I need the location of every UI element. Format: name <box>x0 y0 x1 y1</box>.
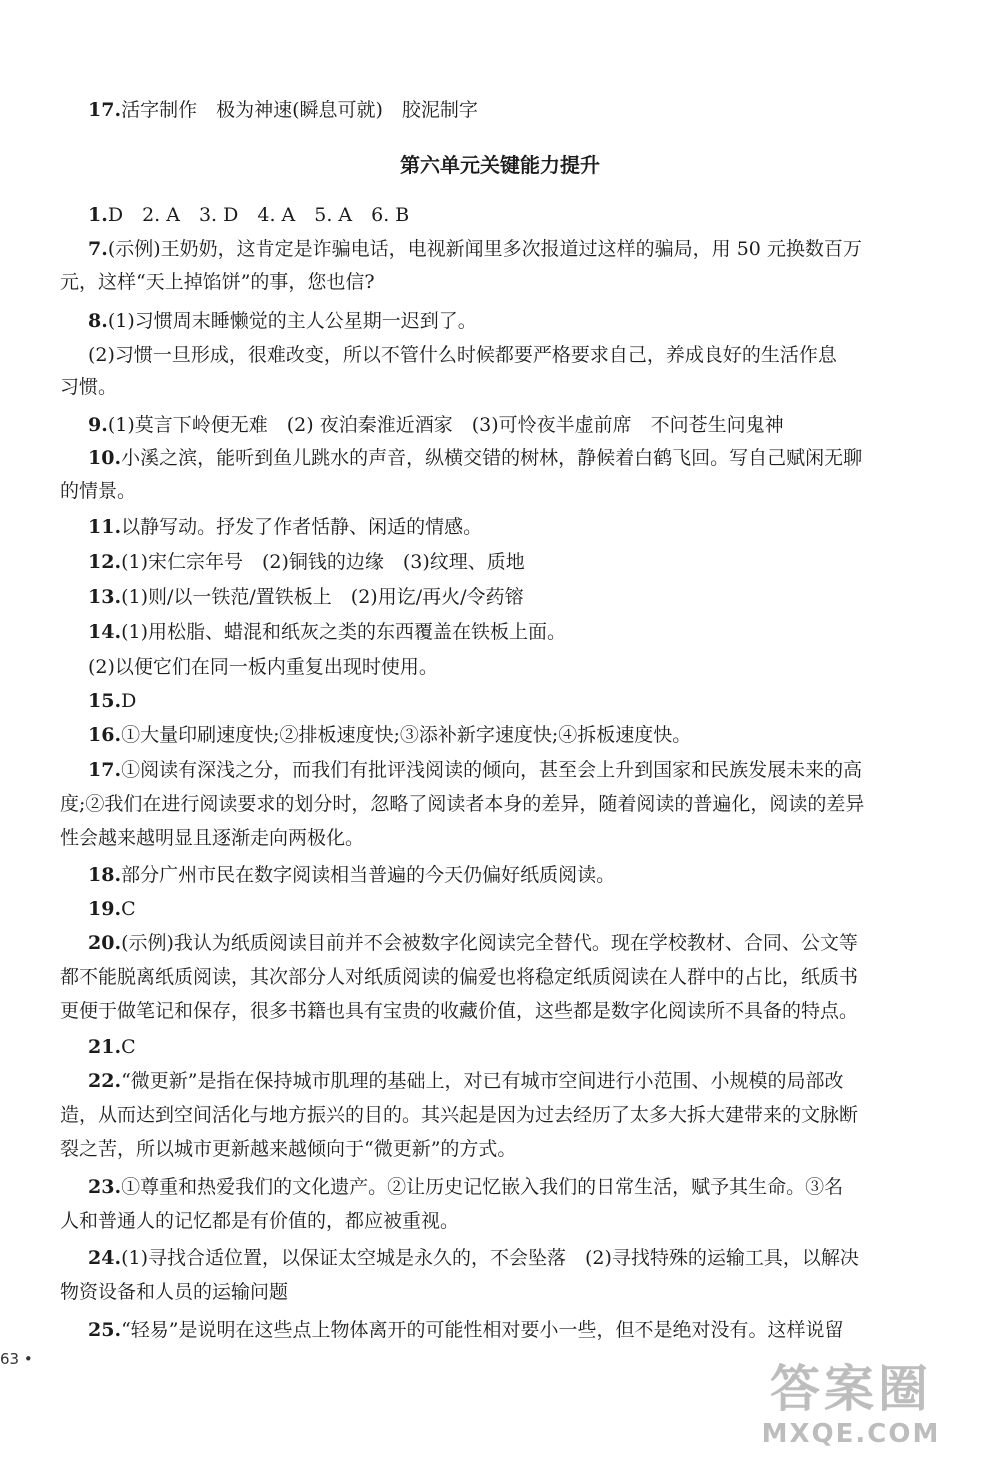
answer-line: 24.(1)寻找合适位置，以保证太空城是永久的，不会坠落 (2)寻找特殊的运输工具，以解决 <box>88 1247 859 1269</box>
answer-line: 物资设备和人员的运输问题 <box>60 1281 289 1303</box>
answer-line: 8.(1)习惯周末睡懒觉的主人公星期一迟到了。 <box>88 310 477 332</box>
answer-line: 9.(1)莫言下岭便无难 (2) 夜泊秦淮近酒家 (3)可怜夜半虚前席 不问苍生问鬼神 <box>88 414 784 436</box>
answer-line: (2)以便它们在同一板内重复出现时使用。 <box>88 656 438 678</box>
answer-line: 造，从而达到空间活化与地方振兴的目的。其兴起是因为过去经历了太多大拆大建带来的文脉断 <box>60 1104 859 1126</box>
answer-line: 人和普通人的记忆都是有价值的，都应被重视。 <box>60 1210 460 1232</box>
answer-line: 19.C <box>88 898 136 920</box>
answer-line: 的情景。 <box>60 480 137 502</box>
answer-line: 都不能脱离纸质阅读，其次部分人对纸质阅读的偏爱也将稳定纸质阅读在人群中的占比，纸质书 <box>60 966 859 988</box>
answer-line: 21.C <box>88 1036 136 1058</box>
answer-line: (2)习惯一旦形成，很难改变，所以不管什么时候都要严格要求自己，养成良好的生活作息 <box>88 344 837 366</box>
answer-line: 17.①阅读有深浅之分，而我们有批评浅阅读的倾向，甚至会上升到国家和民族发展未来的高 <box>88 759 863 781</box>
answer-line: 25.“轻易”是说明在这些点上物体离开的可能性相对要小一些，但不是绝对没有。这样说留 <box>88 1319 844 1341</box>
answer-line: 13.(1)则/以一铁范/置铁板上 (2)用讫/再火/令药镕 <box>88 586 524 608</box>
answer-line: 习惯。 <box>60 376 118 398</box>
answer-line: 17.活字制作 极为神速(瞬息可就) 胶泥制字 <box>88 99 478 121</box>
answer-line: 度;②我们在进行阅读要求的划分时，忽略了阅读者本身的差异，随着阅读的普遍化，阅读的差异 <box>60 793 865 815</box>
answer-line: 性会越来越明显且逐渐走向两极化。 <box>60 827 365 849</box>
answer-line: 11.以静写动。抒发了作者恬静、闲适的情感。 <box>88 516 483 538</box>
section-heading: 第六单元关键能力提升 <box>400 153 600 177</box>
answer-line: 更便于做笔记和保存，很多书籍也具有宝贵的收藏价值，这些都是数字化阅读所不具备的特点。 <box>60 1000 859 1022</box>
answer-line: 1.D 2. A 3. D 4. A 5. A 6. B <box>88 204 410 226</box>
answer-line: 18.部分广州市民在数字阅读相当普遍的今天仍偏好纸质阅读。 <box>88 864 616 886</box>
watermark-bottom: MXQE.COM <box>761 1419 941 1449</box>
answer-line: 14.(1)用松脂、蜡混和纸灰之类的东西覆盖在铁板上面。 <box>88 621 566 643</box>
answer-line: 23.①尊重和热爱我们的文化遗产。②让历史记忆嵌入我们的日常生活，赋予其生命。③名 <box>88 1176 844 1198</box>
page-number: 63 • <box>0 1350 33 1368</box>
answer-line: 元，这样“天上掉馅饼”的事，您也信? <box>60 271 375 293</box>
answer-line: 16.①大量印刷速度快;②排板速度快;③添补新字速度快;④拆板速度快。 <box>88 724 692 746</box>
answer-line: 裂之苦，所以城市更新越来越倾向于“微更新”的方式。 <box>60 1138 517 1160</box>
watermark-logo <box>726 1359 976 1459</box>
answer-line: 10.小溪之滨，能听到鱼儿跳水的声音，纵横交错的树林，静候着白鹤飞回。写自己赋闲无聊 <box>88 447 863 469</box>
answer-line: 7.(示例)王奶奶，这肯定是诈骗电话，电视新闻里多次报道过这样的骗局，用 50 元换数百万 <box>88 238 862 260</box>
answer-line: 20.(示例)我认为纸质阅读目前并不会被数字化阅读完全替代。现在学校教材、合同、公文等 <box>88 932 858 954</box>
answer-line: 15.D <box>88 690 137 712</box>
watermark-top: 答案圈 <box>770 1360 932 1418</box>
answer-line: 22.“微更新”是指在保持城市肌理的基础上，对已有城市空间进行小范围、小规模的局部改 <box>88 1070 844 1092</box>
answer-line: 12.(1)宋仁宗年号 (2)铜钱的边缘 (3)纹理、质地 <box>88 551 525 573</box>
